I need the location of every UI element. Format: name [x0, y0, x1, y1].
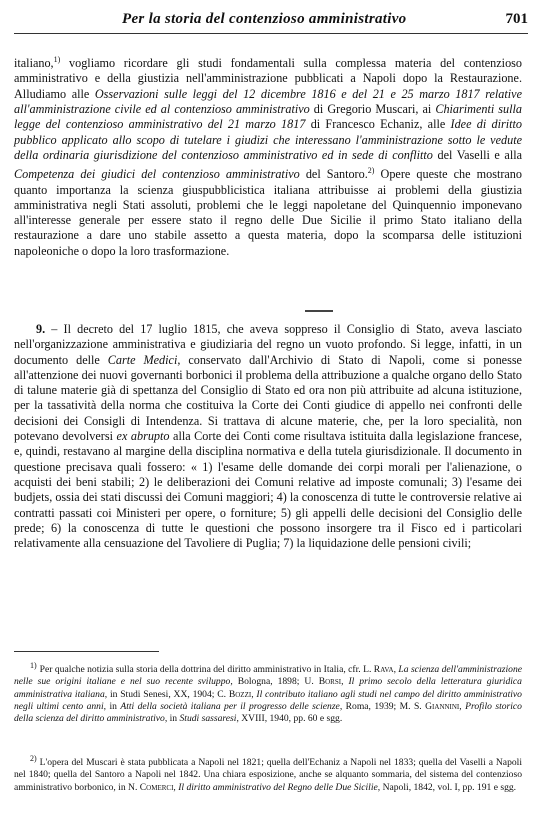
title-idee: Idee di diritto pubblico applicato allo scopo di tutelare i giudizi che interessano l'amministrazione sotto le vedute della ordinaria giurisdizione del contenzioso amministrativo ed in sede di conflitto — [14, 117, 522, 162]
title-competenza: Competenza dei giudici del contenzioso amministrativo — [14, 167, 300, 182]
footnote-2: $^{2)}$ L'opera del Muscari è stata pubblicata a Napoli nel 1821; quella dell'Echaniz a Napoli nel 1833; quella del Vaselli a Napoli nel 1840; quella del Santoro a Napoli nel 1842. Una chiara esposizione, anche se alquanto sommaria, del sistema del contenzioso amministrativo borbonico, in N. Comerci, Il diritto amministrativo del Regno delle Due Sicilie, Napoli, 1842, vol. I, pp. 191 e sgg. — [14, 754, 522, 793]
paragraph-2: 9. – Il decreto del 17 luglio 1815, che aveva soppreso il Consiglio di Stato, aveva lasciato nell'organizzazione amministrativa e giudiziaria del regno un vuoto profondo. Si legge, infatti, in un documento delle Carte Medici, conservato dall'Archivio di Stato di Napoli, come si ponesse all'attenzione dei nuovi governanti borbonici il problema della attribuzione a qualche organo dello Stato di talune materie già di spettanza del Consiglio di Stato ed ora non più attribuite ad alcuna istituzione, per la tassatività della norma che costituiva la Corte dei Conti giudice di appello nei confronti delle decisioni dei Consigli di Intendenza. Si trattava di alcune materie, che, per la loro specialità, non potevano devolversi ex abrupto alla Corte dei Conti come risultava istituita dalla legislazione francese, e, quindi, restavano al margine della disciplina normativa e della tutela giurisdizionale. Il documento in questione precisava quali fossero: « 1) l'esame delle domande dei corpi morali per l'alienazione, o acquisti dei beni stabili; 2) le deliberazioni dei Comuni relative ad imposte comunali; 3) l'esame dei budjets, ossia dei stati discussi dei Comuni maggiori; 4) la conoscenza di tutte le controversie relative ai contratti passati coi Ministeri per opere, o forniture; 5) gli appelli delle decisioni del Consiglio delle prede; 6) la conoscenza di tutte le questioni che possono insorgere tra il Fisco ed i particolari relativamente alla censuazione del Tavoliere di Puglia; 7) la liquidazione delle pensioni civili; — [14, 322, 522, 551]
section-number: 9. — [36, 322, 46, 336]
footnote-rule — [14, 651, 159, 652]
page-number: 701 — [505, 11, 528, 27]
footnote-ref-1[interactable]: 1) — [53, 55, 61, 64]
running-title: Per la storia del contenzioso amministrativo — [122, 11, 407, 27]
title-chiarimenti: Chiarimenti sulla legge del contenzioso amministrativo del 21 marzo 1817 — [14, 101, 522, 132]
title-osservazioni: Osservazioni sulle leggi del 12 dicembre 1816 e del 21 e 25 marzo 1817 relative all'amministrazione civile ed al contenzioso amministrativo — [14, 86, 522, 116]
title-carte-medici: Carte Medici — [107, 352, 178, 367]
paragraph-1: italiano,$^{1)}$ vogliamo ricordare gli studi fondamentali sulla complessa materia del contenzioso amministrativo e della giustizia nell'amministrazione pubblicati a Napoli dopo la Restaurazione. Alludiamo alle Osservazioni sulle leggi del 12 dicembre 1816 e del 21 e 25 marzo 1817 relative all'amministrazione civile ed al contenzioso amministrativo di Gregorio Muscari, ai Chiarimenti sulla legge del contenzioso amministrativo del 21 marzo 1817 di Francesco Echaniz, alle Idee di diritto pubblico applicato allo scopo di tutelare i giudizi che interessano l'amministrazione sotto le vedute della ordinaria giurisdizione del contenzioso amministrativo ed in sede di conflitto del Vaselli e alla Competenza dei giudici del contenzioso amministrativo del Santoro.$^{2)}$ Opere queste che mostrano quanto importanza la scienza giuspubblicistica italiana attribuisse ai problemi della giustizia amministrativa negli Stati assoluti, problemi che le leggi napoletane del Quinquennio imponevano all'interesse generale per essere stato il regno delle Due Sicilie il primo Stato italiano della restaurazione a dare uno stabile assetto a questa materia, dopo la scomparsa delle istituzioni napoleoniche o dopo la loro trasformazione. — [14, 55, 522, 258]
section-separator — [305, 310, 333, 312]
latin-ex-abrupto: ex abrupto — [116, 429, 170, 444]
running-header — [14, 9, 528, 34]
footnote-ref-2[interactable]: 2) — [367, 166, 375, 176]
footnote-1-mark: 1) — [30, 661, 37, 670]
footnote-2-mark: 2) — [30, 754, 37, 763]
footnote-1: $^{1)}$ Per qualche notizia sulla storia della dottrina del diritto amministrativo in Italia, cfr. L. Rava, La scienza dell'amministrazione nelle sue origini italiane e nel suo recente sviluppo, Bologna, 1898; U. Borsi, Il primo secolo della letteratura giuridica amministrativa italiana, in Studi Senesi, XX, 1904; C. Bozzi, Il contributo italiano agli studi nel campo del diritto amministrativo negli ultimi cento anni, in Atti della società italiana per il progresso delle scienze, Roma, 1939; M. S. Giannini, Profilo storico della scienza del diritto amministrativo, in Studi sassaresi, XVIII, 1940, pp. 60 e sgg. — [14, 661, 523, 725]
